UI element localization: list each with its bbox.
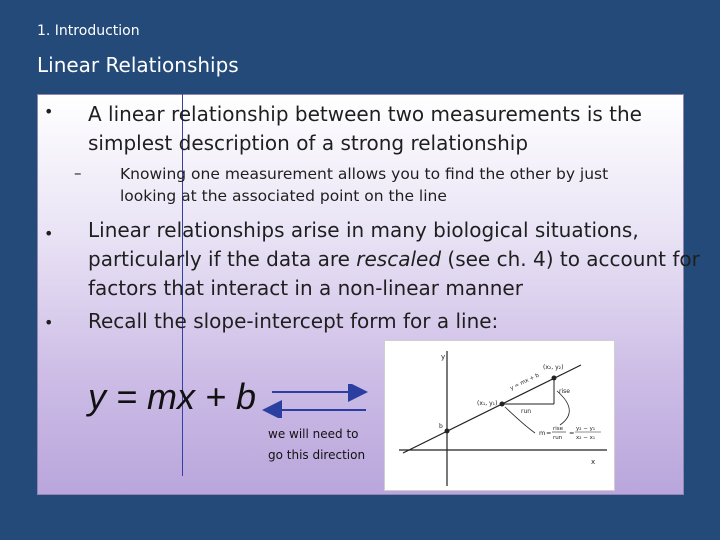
bullet-3-line-3: factors that interact in a non-linear manner xyxy=(88,276,523,300)
bullet-marker: • xyxy=(44,224,54,243)
rescaled-emphasis: rescaled xyxy=(356,247,442,271)
slope-dx: x₂ − x₁ xyxy=(576,435,596,441)
bullet-3-text xyxy=(88,216,700,303)
sub-bullet-line-2: looking at the associated point on the line xyxy=(120,187,447,205)
run-label: run xyxy=(521,408,532,415)
double-arrow-icon xyxy=(258,384,373,418)
slide-title: Linear Relationships xyxy=(37,53,239,77)
bullet-3-line-2-pre: particularly if the data are xyxy=(88,247,357,271)
slope-dy: y₂ − y₁ xyxy=(576,426,596,432)
sub-bullet-line-1: Knowing one measurement allows you to find the other by just xyxy=(120,165,609,183)
rise-callout xyxy=(557,391,569,425)
bullet-3-line-2-post: (see ch. 4) to account for xyxy=(441,247,700,271)
bullet-3-line-2 xyxy=(88,245,700,274)
bullet-4-line-1: Recall the slope-intercept form for a line: xyxy=(88,309,499,333)
section-label: 1. Introduction xyxy=(37,23,140,39)
arrow-note xyxy=(268,424,368,466)
slope-run: run xyxy=(553,435,563,441)
slope-diagram xyxy=(384,340,615,491)
arrow-note-line-2: go this direction xyxy=(268,448,366,462)
y-axis-label: y xyxy=(441,353,446,361)
slope-eq-1: = xyxy=(546,429,552,437)
rise-label: rise xyxy=(559,388,570,395)
bullet-3-line-1: Linear relationships arise in many biological situations, xyxy=(88,218,639,242)
slope-m: m xyxy=(539,429,546,437)
sub-bullet-marker: – xyxy=(74,164,82,182)
line-equation-label: y = mx + b xyxy=(509,372,541,392)
slope-rise: rise xyxy=(553,426,564,432)
point-1-label: (x₁, y₁) xyxy=(477,400,498,407)
x-axis-label: x xyxy=(591,458,596,466)
bullet-4-text xyxy=(88,307,498,336)
slope-eq-2: = xyxy=(569,429,575,437)
bullet-marker: • xyxy=(44,313,54,332)
bullet-1-text xyxy=(88,100,642,158)
point-2-label: (x₂, y₂) xyxy=(543,364,564,371)
intercept-point xyxy=(445,429,450,434)
intercept-label: b xyxy=(439,423,443,430)
slope-intercept-equation: y = mx + b xyxy=(88,376,257,417)
bullet-1-line-1: A linear relationship between two measurements is the xyxy=(88,102,642,126)
sub-bullet-text xyxy=(120,163,608,207)
bullet-marker: • xyxy=(44,102,54,121)
arrow-note-line-1: we will need to xyxy=(268,427,359,441)
bullet-1-line-2: simplest description of a strong relationship xyxy=(88,131,529,155)
